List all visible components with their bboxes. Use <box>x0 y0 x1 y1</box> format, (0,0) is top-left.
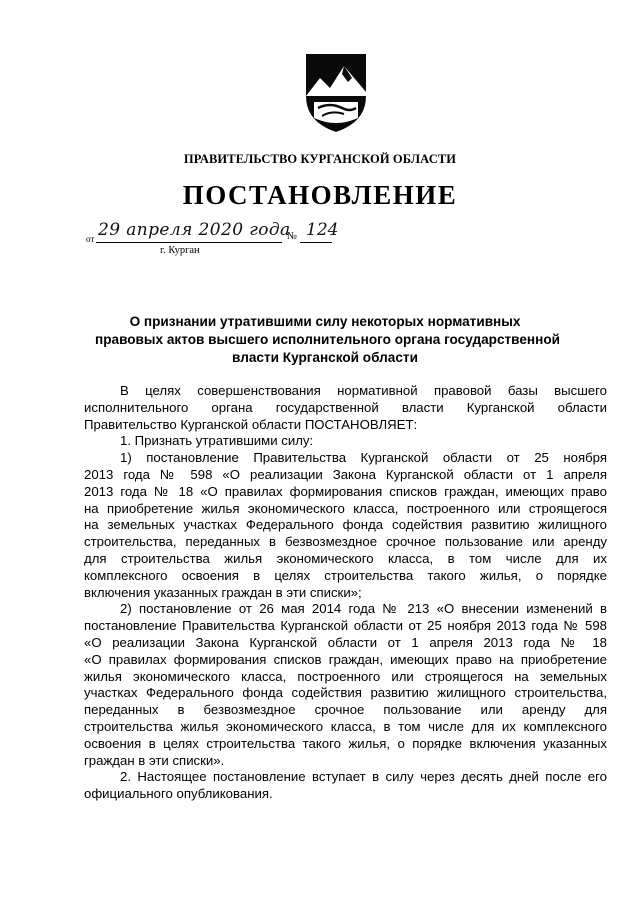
title-line: О признании утратившими силу некоторых нормативных <box>129 314 521 329</box>
body-line: 2013 года № 598 «О реализации Закона Курганской области от 1 апреля <box>84 466 607 482</box>
body-line: 1. Признать утратившими силу: <box>120 433 314 449</box>
body-line: граждан в эти списки». <box>84 752 225 768</box>
number-underline <box>300 242 332 243</box>
title-line: правовых актов высшего исполнительного органа государственной <box>95 332 560 347</box>
city: г. Курган <box>160 245 200 256</box>
government-name: ПРАВИТЕЛЬСТВО КУРГАНСКОЙ ОБЛАСТИ <box>183 152 457 166</box>
body-line: комплексного освоения в целях строительства такого жилья, о порядке <box>84 567 607 583</box>
title-line: власти Курганской области <box>232 350 418 365</box>
document-title <box>95 313 560 367</box>
body-line: строительства жилья экономического класса, в том числе для их комплексного <box>84 718 607 734</box>
body-line: В целях совершенствования нормативной правовой базы высшего <box>120 383 607 398</box>
body-line: Правительство Курганской области ПОСТАНОВЛЯЕТ: <box>84 416 418 432</box>
body-line: переданных в безвозмездное срочное пользование или аренду для <box>84 702 607 718</box>
body-line: «О реализации Закона Курганской области от 1 апреля 2013 года № 18 <box>84 634 607 650</box>
handwritten-number: 124 <box>306 220 339 240</box>
body-line: участках Федерального фонда содействия развитию жилищного строительства, <box>84 685 607 701</box>
body-line: исполнительного органа государственной власти Курганской области <box>84 399 607 415</box>
document-type: ПОСТАНОВЛЕНИЕ <box>182 180 458 210</box>
body-line: 1) постановление Правительства Курганской области от 25 ноября <box>120 450 607 466</box>
body-line: 2) постановление от 26 мая 2014 года № 213 «О внесении изменений в <box>120 601 607 617</box>
body-line: 2013 года № 18 «О правилах формирования списков граждан, имеющих право <box>84 483 607 499</box>
body-line: для строительства жилья экономического класса, в том числе для их <box>84 550 607 566</box>
body-line: освоения в целях строительства такого жилья, о порядке включения указанных <box>84 735 607 751</box>
body-line: на приобретение жилья экономического класса, построенного или строящегося <box>84 500 607 516</box>
body-line: 2. Настоящее постановление вступает в силу через десять дней после его <box>120 769 607 785</box>
body-line: официального опубликования. <box>84 786 273 802</box>
handwritten-date: 29 апреля 2020 года <box>98 220 291 240</box>
body-line: включения указанных граждан в эти списки»; <box>84 584 362 600</box>
body-line: строительства, переданных в безвозмездное срочное пользование или аренду <box>84 534 607 550</box>
document-body <box>84 383 607 803</box>
body-line: на земельных участках Федерального фонда содействия развитию жилищного <box>84 517 607 533</box>
number-prefix: № <box>287 231 298 242</box>
body-line: «О правилах формирования списков граждан, имеющих право на приобретение <box>84 651 607 667</box>
body-line: жилья экономического класса, построенного или строящегося на земельных <box>84 668 607 684</box>
date-underline <box>96 242 282 243</box>
date-prefix: от <box>86 234 95 244</box>
body-line: постановление Правительства Курганской области от 25 ноября 2013 года № 598 <box>84 618 607 634</box>
kurgan-coat-of-arms-icon <box>300 52 372 134</box>
